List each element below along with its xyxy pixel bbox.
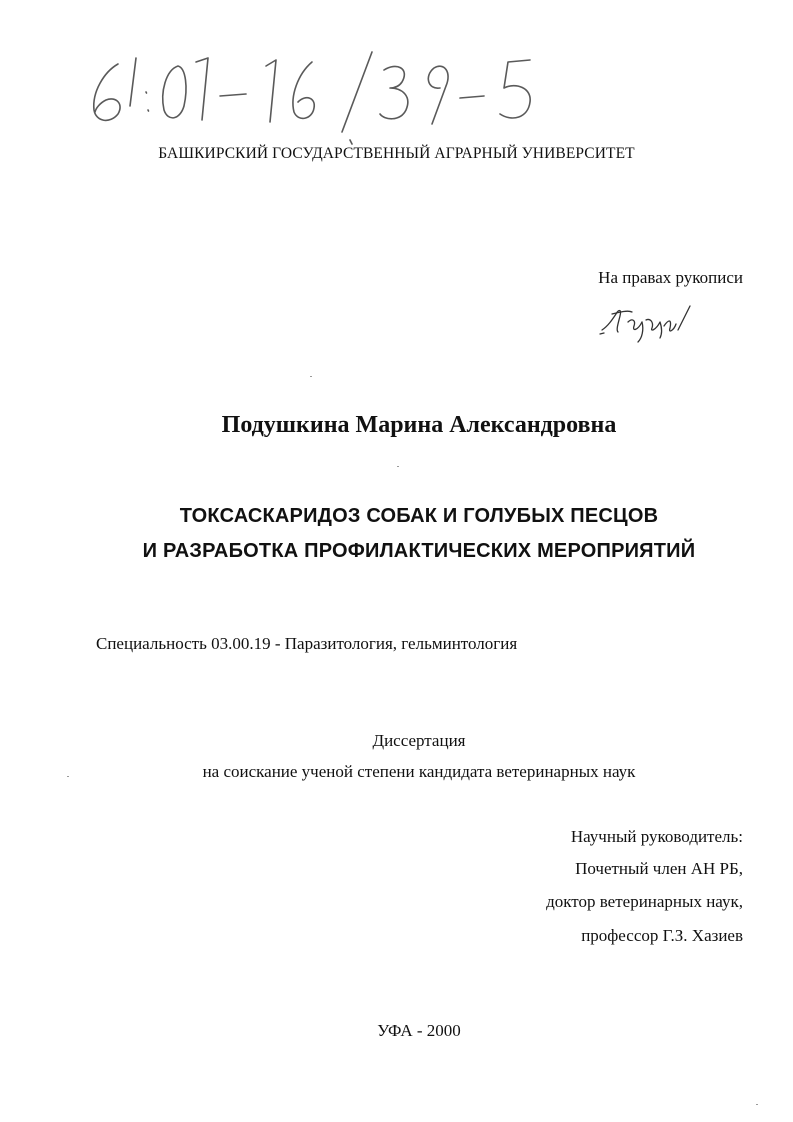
rights-notice: На правах рукописи <box>598 268 743 287</box>
archive-number-stamp <box>80 40 560 145</box>
supervisor-membership: Почетный член АН РБ, <box>575 859 743 878</box>
author-name: Подушкина Марина Александровна <box>221 412 617 438</box>
supervisor-degree: доктор ветеринарных наук, <box>546 892 743 911</box>
scan-speck <box>397 466 399 467</box>
supervisor-heading: Научный руководитель: <box>570 827 743 846</box>
scan-speck <box>310 376 312 377</box>
degree-statement: на соискание ученой степени кандидата ветеринарных наук <box>202 762 636 781</box>
dissertation-title-line-1: ТОКСАСКАРИДОЗ СОБАК И ГОЛУБЫХ ПЕСЦОВ <box>179 505 659 527</box>
city-year: УФА - 2000 <box>377 1021 461 1040</box>
dissertation-title-line-2: И РАЗРАБОТКА ПРОФИЛАКТИЧЕСКИХ МЕРОПРИЯТИЙ <box>142 540 696 562</box>
supervisor-name: профессор Г.З. Хазиев <box>581 926 743 945</box>
scan-speck <box>756 1104 758 1105</box>
university-name: БАШКИРСКИЙ ГОСУДАРСТВЕННЫЙ АГРАРНЫЙ УНИВЕРСИТЕТ <box>158 145 635 162</box>
signature-icon <box>598 300 698 345</box>
dissertation-type: Диссертация <box>372 731 466 750</box>
specialty: Специальность 03.00.19 - Паразитология, гельминтология <box>96 634 518 653</box>
scan-speck <box>67 776 69 777</box>
